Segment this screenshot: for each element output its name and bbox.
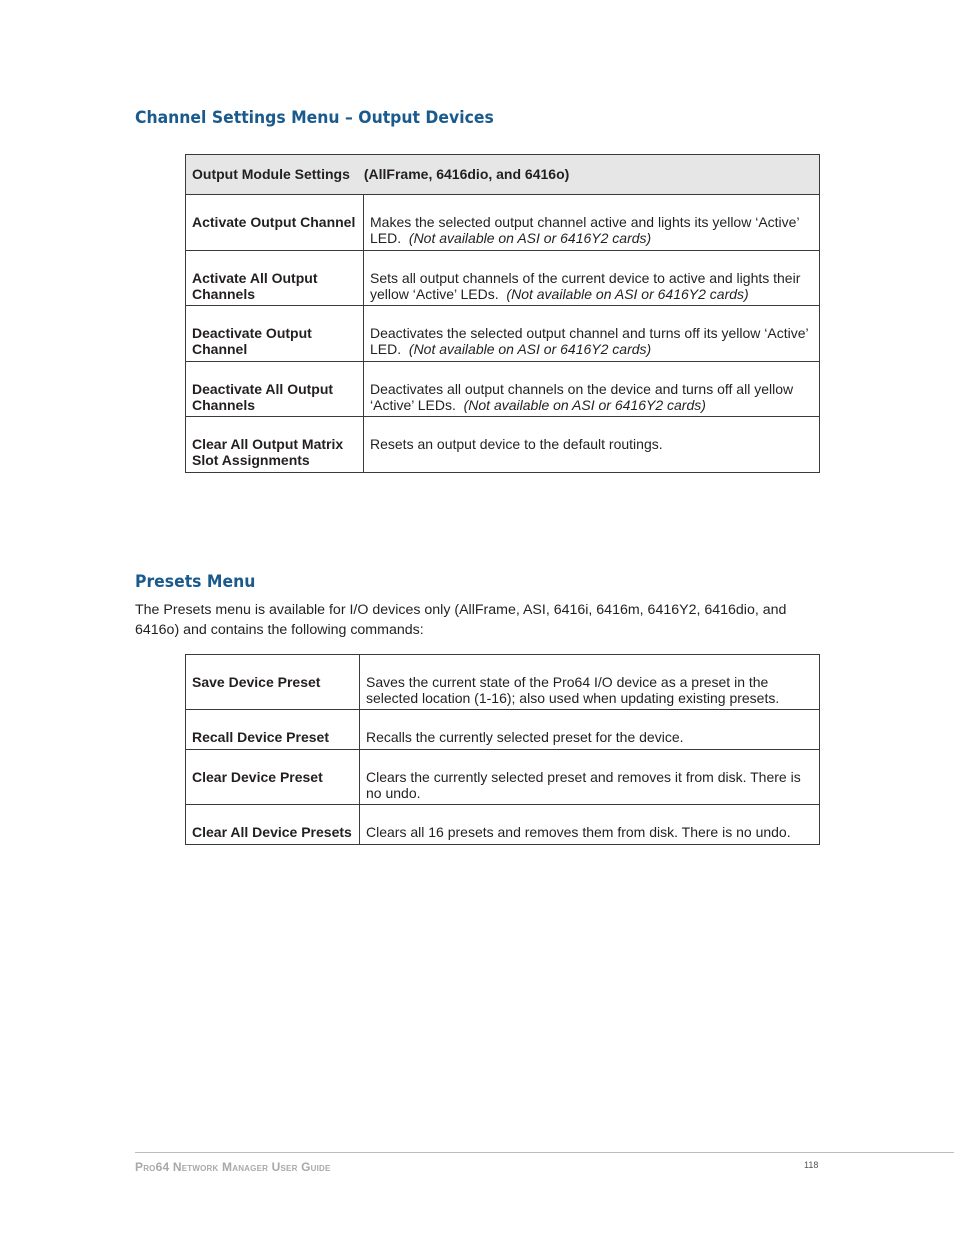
command-description: Resets an output device to the default routings.	[364, 417, 820, 473]
page-number: 118	[804, 1160, 819, 1170]
footer-divider	[135, 1152, 954, 1153]
command-description: Saves the current state of the Pro64 I/O device as a preset in the selected location (1-16); also used when updating existing presets.	[360, 655, 820, 710]
table-header-label: Output Module Settings	[192, 166, 350, 182]
availability-note: (Not available on ASI or 6416Y2 cards)	[506, 285, 749, 302]
command-label: Activate All Output Channels	[186, 250, 364, 306]
channel-settings-heading: Channel Settings Menu – Output Devices	[135, 108, 494, 128]
table-row	[186, 306, 820, 362]
availability-note: (Not available on ASI or 6416Y2 cards)	[463, 396, 706, 413]
command-label: Activate Output Channel	[186, 195, 364, 251]
command-label: Clear All Output Matrix Slot Assignments	[186, 417, 364, 473]
command-description: Recalls the currently selected preset for the device.	[360, 710, 820, 750]
table-row	[186, 361, 820, 417]
table-row	[186, 195, 820, 251]
table-row	[186, 710, 820, 750]
output-module-settings-table	[185, 154, 820, 473]
command-description: Deactivates the selected output channel and turns off its yellow ‘Active’ LED. (Not available on ASI or 6416Y2 cards)	[364, 306, 820, 362]
command-description: Clears the currently selected preset and removes it from disk. There is no undo.	[360, 750, 820, 805]
command-description: Makes the selected output channel active and lights its yellow ‘Active’ LED. (Not available on ASI or 6416Y2 cards)	[364, 195, 820, 251]
presets-table	[185, 654, 820, 845]
presets-menu-heading: Presets Menu	[135, 572, 256, 592]
command-label: Recall Device Preset	[186, 710, 360, 750]
command-label: Clear All Device Presets	[186, 805, 360, 845]
command-description: Clears all 16 presets and removes them from disk. There is no undo.	[360, 805, 820, 845]
availability-note: (Not available on ASI or 6416Y2 cards)	[408, 341, 652, 357]
table-row	[186, 750, 820, 805]
table-header	[186, 155, 820, 195]
presets-intro-paragraph: The Presets menu is available for I/O devices only (AllFrame, ASI, 6416i, 6416m, 6416Y2, 6416dio, and 6416o) and contains the following commands:	[135, 602, 787, 638]
command-description: Sets all output channels of the current device to active and lights their yellow ‘Active’ LEDs. (Not available on ASI or 6416Y2 cards)	[364, 250, 820, 306]
table-header-devices: (AllFrame, 6416dio, and 6416o)	[363, 166, 570, 182]
table-row	[186, 805, 820, 845]
footer-guide-title: Pro64 Network Manager User Guide	[135, 1160, 331, 1174]
command-description: Deactivates all output channels on the device and turns off all yellow ‘Active’ LEDs. (Not available on ASI or 6416Y2 cards)	[364, 361, 820, 417]
command-label: Deactivate Output Channel	[186, 306, 364, 362]
table-row	[186, 417, 820, 473]
command-label: Clear Device Preset	[186, 750, 360, 805]
table-row	[186, 655, 820, 710]
command-label: Deactivate All Output Channels	[186, 361, 364, 417]
table-header-row	[186, 155, 820, 195]
command-label: Save Device Preset	[186, 655, 360, 710]
table-row	[186, 250, 820, 306]
availability-note: (Not available on ASI or 6416Y2 cards)	[408, 230, 652, 246]
